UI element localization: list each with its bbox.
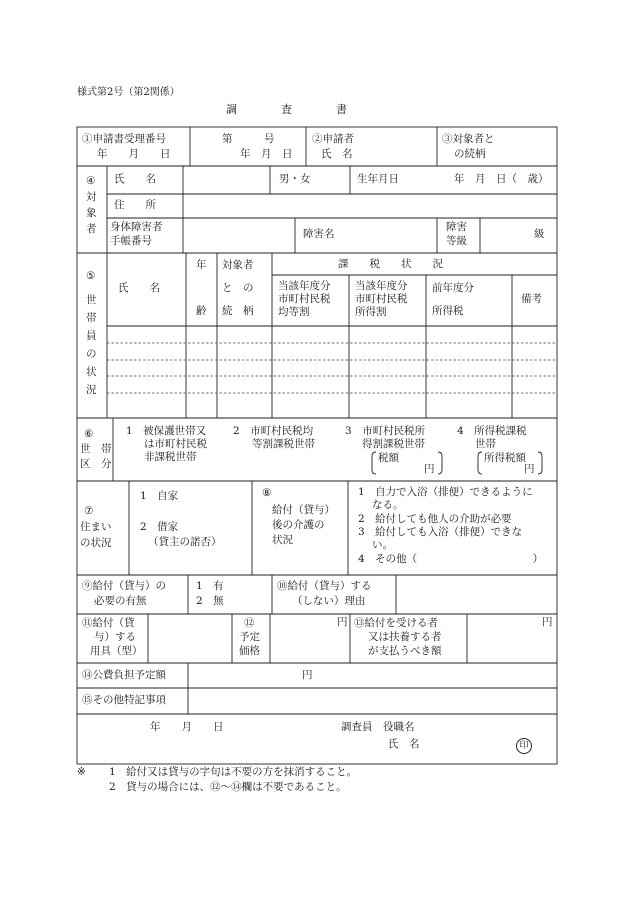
gender-field[interactable]: 男・女 [279, 173, 311, 185]
tax-col-income-2: 市町村民税 [355, 293, 408, 305]
category-opt2-line2: 等割課税世帯 [252, 438, 315, 450]
category-opt1-line3: 非課税世帯 [144, 451, 197, 463]
category-opt3-line1[interactable]: 3 市町村民税所 [345, 425, 426, 437]
receipt-date-field[interactable]: 年 月 日 [240, 148, 293, 160]
burden-label-1: ⑬給付を受ける者 [354, 617, 438, 629]
relation-header-1: 対象者 [222, 259, 254, 271]
care-section-label-2: 後の介護の [272, 519, 325, 531]
equipment-label-1: ⑪給付（貸 [82, 617, 135, 629]
category-opt1-line2: は市町村民税 [144, 438, 207, 450]
household-section-char-5: 状 [86, 366, 97, 378]
handbook-label-2: 手帳番号 [110, 235, 152, 247]
investigator-name-label: 氏 名 [388, 738, 420, 750]
subject-name-label: 氏 名 [114, 173, 156, 185]
subject-section-char-3: 者 [86, 223, 97, 235]
disability-grade-label-2: 等級 [446, 235, 467, 247]
category-opt3-line2: 得割課税世帯 [362, 438, 425, 450]
price-label-2: 価格 [239, 645, 260, 657]
housing-section-label-2: の状況 [80, 537, 112, 549]
category-section-label-1: 世 帯 [80, 443, 112, 455]
investigation-date[interactable]: 年 月 日 [150, 721, 224, 733]
age-header-2: 齢 [196, 305, 207, 317]
category-section-mark: ⑥ [84, 428, 94, 440]
tax-col-equal-1: 当該年度分 [278, 280, 331, 292]
category-opt4-line1[interactable]: 4 所得税課税 [457, 425, 527, 437]
care-opt1-line2: なる。 [372, 499, 404, 511]
disability-name-label: 障害名 [303, 228, 335, 240]
household-section-char-3: 員 [86, 330, 97, 342]
necessity-opt-no[interactable]: 2 無 [196, 595, 224, 607]
relation-label: ③対象者と [442, 133, 495, 145]
category-opt1-line1[interactable]: 1 被保護世帯又 [126, 425, 207, 437]
category-opt3-tax-label: 税額 [378, 452, 399, 464]
burden-unit: 円 [542, 616, 553, 628]
category-section-label-2: 区 分 [80, 458, 112, 470]
category-opt2-line1[interactable]: 2 市町村民税均 [233, 425, 314, 437]
seal-icon: 印 [516, 738, 532, 754]
care-opt1-line1[interactable]: 1 自力で入浴（排便）できるように [358, 486, 533, 498]
category-opt4-tax-unit: 円 [524, 463, 535, 475]
household-section-char-6: 況 [86, 384, 97, 396]
care-opt3-line1[interactable]: 3 給付しても入浴（排便）できな [358, 526, 523, 538]
tax-col-income-3: 所得割 [355, 306, 387, 318]
tax-col-prev-1: 前年度分 [432, 282, 474, 294]
price-unit: 円 [337, 616, 348, 628]
care-section-label-3: 状況 [272, 534, 293, 546]
note-2: 2 貸与の場合には、⑫～⑭欄は不要であること。 [109, 781, 347, 793]
reason-label-2: （しない）理由 [292, 595, 366, 607]
care-section-mark: ⑧ [262, 487, 272, 499]
category-opt4-line2: 世帯 [475, 438, 496, 450]
birthdate-field[interactable]: 年 月 日（ 歳） [454, 173, 549, 185]
care-opt3-line2: い。 [372, 539, 393, 551]
receipt-number-label: ①申請書受理番号 [82, 133, 166, 145]
care-opt4[interactable]: 4 その他（ ） [358, 553, 544, 565]
subject-section-char-2: 象 [86, 207, 97, 219]
applicant-name-label: 氏 名 [321, 148, 353, 160]
relation-header-2: と の [222, 282, 254, 294]
price-section-mark: ⑫ [244, 617, 255, 629]
applicant-label: ②申請者 [312, 133, 354, 145]
relation-label-2: の続柄 [454, 148, 486, 160]
age-header-1: 年 [196, 259, 207, 271]
tax-col-income-1: 当該年度分 [355, 280, 408, 292]
tax-status-header: 課 税 状 況 [338, 258, 443, 270]
household-section-mark: ⑤ [86, 270, 96, 282]
necessity-label-2: 必要の有無 [94, 595, 147, 607]
care-section-label-1: 給付（貸与） [272, 504, 335, 516]
burden-label-2: 又は扶養する者 [368, 631, 442, 643]
housing-opt-own[interactable]: 1 自家 [140, 490, 179, 502]
public-burden-label: ⑭公費負担予定額 [82, 669, 166, 681]
housing-opt-rent[interactable]: 2 借家 [140, 521, 179, 533]
address-label: 住 所 [114, 199, 156, 211]
tax-col-equal-3: 均等割 [278, 306, 310, 318]
note-1: 1 給付又は貸与の字句は不要の方を抹消すること。 [109, 766, 358, 778]
burden-label-3: が支払うべき額 [368, 645, 442, 657]
necessity-label-1: ⑨給付（貸与）の [82, 580, 166, 592]
household-name-header: 氏 名 [118, 282, 160, 294]
receipt-date-label: 年 月 日 [97, 148, 171, 160]
reason-label-1: ⑩給付（貸与）する [277, 580, 372, 592]
investigator-title-label: 調査員 役職名 [341, 721, 415, 733]
care-opt2[interactable]: 2 給付しても他人の介助が必要 [358, 513, 512, 525]
remarks-header: 備考 [521, 293, 542, 305]
grade-unit: 級 [534, 228, 545, 240]
household-section-char-4: の [86, 348, 97, 360]
equipment-label-2: 与）する [94, 631, 136, 643]
receipt-number-field[interactable]: 第 号 [222, 133, 275, 145]
household-section-char-2: 帯 [86, 312, 97, 324]
housing-opt-rent-note: （貸主の諾否） [148, 536, 222, 548]
document-title: 調 査 書 [226, 103, 347, 116]
tax-col-equal-2: 市町村民税 [278, 293, 331, 305]
subject-section-char-1: 対 [86, 191, 97, 203]
public-burden-unit: 円 [302, 669, 313, 681]
birthdate-label: 生年月日 [357, 173, 399, 185]
form-number: 様式第2号（第2関係） [77, 87, 180, 98]
category-opt3-tax-unit: 円 [424, 463, 435, 475]
subject-section-mark: ④ [86, 175, 96, 187]
handbook-label-1: 身体障害者 [110, 221, 163, 233]
other-notes-label: ⑮その他特記事項 [82, 694, 166, 706]
housing-section-label-1: 住まい [80, 521, 112, 533]
price-label-1: 予定 [239, 631, 260, 643]
tax-col-prev-2: 所得税 [432, 305, 464, 317]
notes-mark: ※ [77, 766, 86, 778]
necessity-opt-yes[interactable]: 1 有 [196, 580, 224, 592]
household-section-char-1: 世 [86, 294, 97, 306]
category-opt4-tax-label: 所得税額 [484, 452, 526, 464]
disability-grade-label-1: 障害 [446, 221, 467, 233]
equipment-label-3: 用具（型） [90, 645, 143, 657]
relation-header-3: 続 柄 [222, 305, 254, 317]
housing-section-mark: ⑦ [84, 505, 94, 517]
